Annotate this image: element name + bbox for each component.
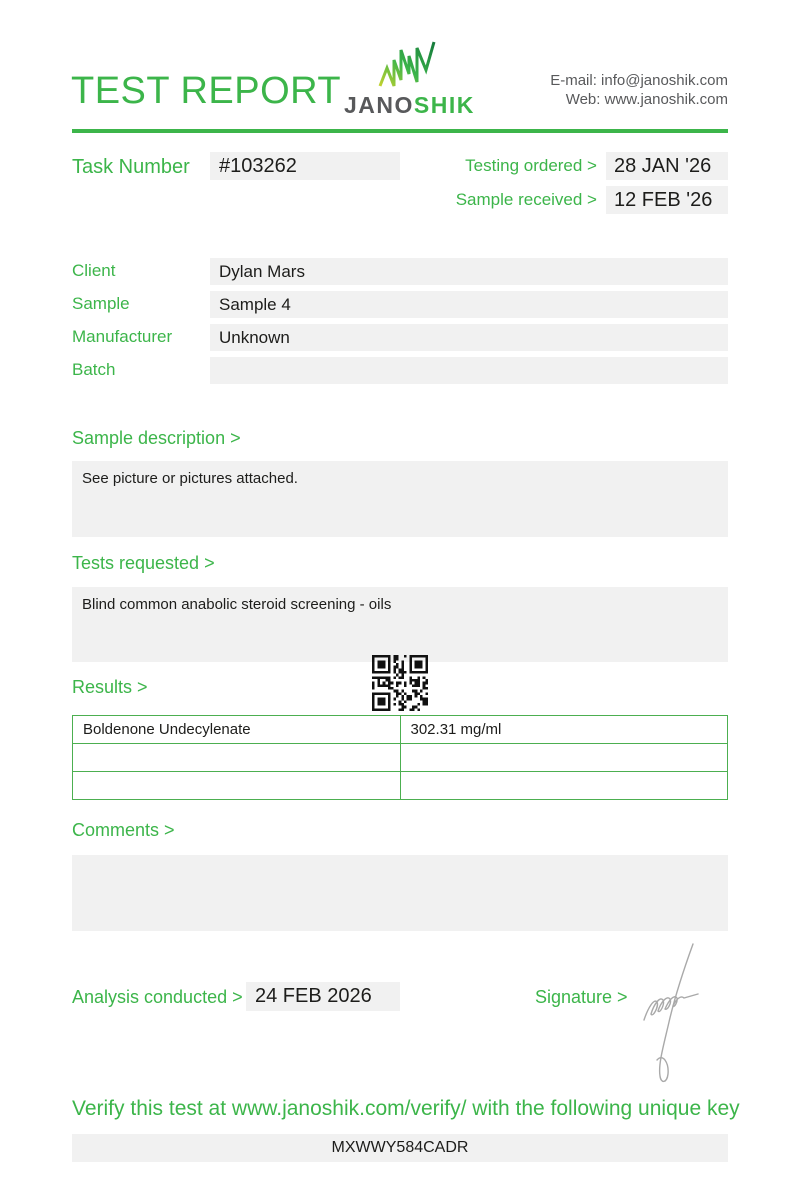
chart-growth-icon xyxy=(376,40,438,90)
manufacturer-row xyxy=(72,324,728,351)
manufacturer-value: Unknown xyxy=(210,324,728,351)
signature-image xyxy=(630,938,710,1090)
contact-info xyxy=(550,71,728,109)
result-value-cell xyxy=(400,744,728,772)
sample-label: Sample xyxy=(72,294,130,313)
verify-text: Verify this test at www.janoshik.com/verify/ with the following unique key xyxy=(72,1097,740,1120)
client-value: Dylan Mars xyxy=(210,258,728,285)
comments-heading: Comments > xyxy=(72,820,175,840)
sample-received-row xyxy=(456,186,728,214)
result-value-cell xyxy=(400,772,728,800)
brand-name-secondary: SHIK xyxy=(413,92,475,118)
comments-box xyxy=(72,855,728,931)
results-table xyxy=(72,715,728,800)
manufacturer-label: Manufacturer xyxy=(72,327,173,346)
client-row xyxy=(72,258,728,285)
sample-row xyxy=(72,291,728,318)
tests-requested-box: Blind common anabolic steroid screening - oils xyxy=(72,587,728,662)
sample-description-heading: Sample description > xyxy=(72,428,241,448)
page-title: TEST REPORT xyxy=(71,70,342,112)
analysis-date-value: 24 FEB 2026 xyxy=(246,982,400,1011)
batch-value xyxy=(210,357,728,384)
batch-label: Batch xyxy=(72,360,116,379)
header-divider-rule xyxy=(72,129,728,133)
sample-received-label: Sample received > xyxy=(455,190,597,209)
result-name-cell xyxy=(73,744,401,772)
result-row xyxy=(73,744,728,772)
brand-logo xyxy=(344,40,475,119)
batch-row xyxy=(72,357,728,384)
brand-name-primary: JANO xyxy=(344,92,414,118)
result-row xyxy=(73,772,728,800)
qr-code-icon xyxy=(372,655,428,711)
tests-requested-heading: Tests requested > xyxy=(72,553,215,573)
results-heading: Results > xyxy=(72,677,148,697)
unique-key-value: MXWWY584CADR xyxy=(72,1134,728,1162)
task-number-value: #103262 xyxy=(210,152,400,180)
client-label: Client xyxy=(72,261,116,280)
result-name-cell xyxy=(73,772,401,800)
task-number-label: Task Number xyxy=(72,156,190,178)
sample-received-value: 12 FEB '26 xyxy=(606,186,728,214)
result-name-cell: Boldenone Undecylenate xyxy=(73,716,401,744)
contact-web: Web: www.janoshik.com xyxy=(565,91,728,108)
sample-value: Sample 4 xyxy=(210,291,728,318)
contact-email: E-mail: info@janoshik.com xyxy=(550,72,728,89)
testing-ordered-value: 28 JAN '26 xyxy=(606,152,728,180)
testing-ordered-row xyxy=(465,152,728,180)
sample-description-box: See picture or pictures attached. xyxy=(72,461,728,537)
signature-label: Signature > xyxy=(535,987,628,1007)
result-row xyxy=(73,716,728,744)
brand-name xyxy=(344,92,475,119)
result-value-cell: 302.31 mg/ml xyxy=(400,716,728,744)
testing-ordered-label: Testing ordered > xyxy=(465,156,597,175)
analysis-conducted-label: Analysis conducted > xyxy=(72,987,243,1007)
